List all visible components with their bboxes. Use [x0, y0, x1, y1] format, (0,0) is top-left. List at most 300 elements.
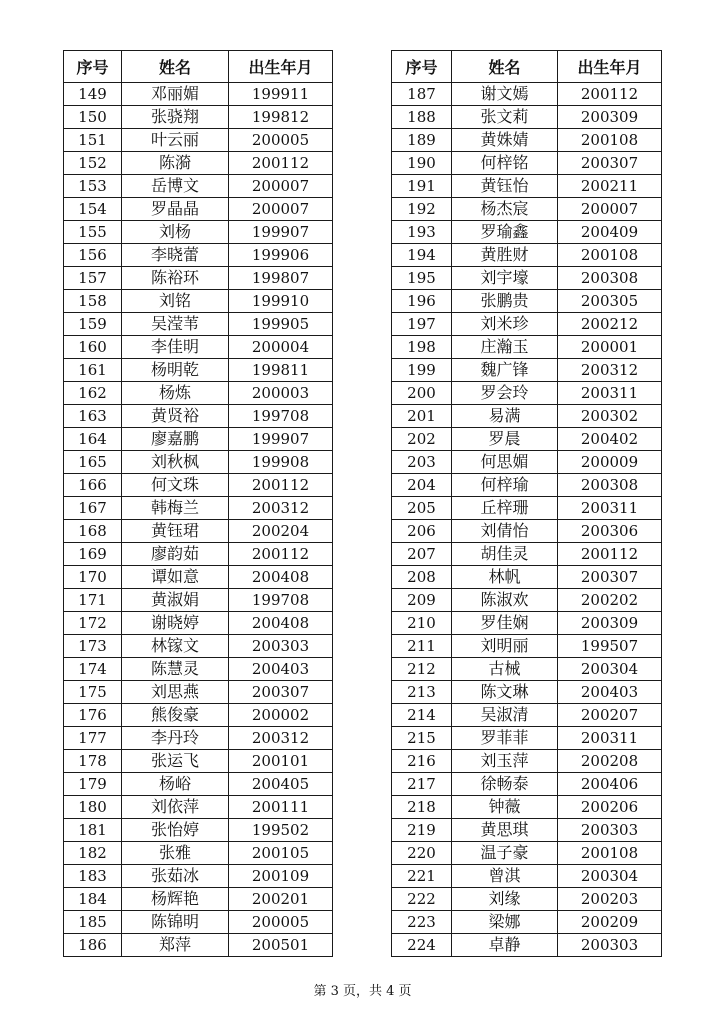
- table-row: [392, 911, 662, 934]
- table-row: [64, 750, 333, 773]
- table-row: [64, 267, 333, 290]
- cell-birth: 200303: [558, 819, 662, 842]
- table-row: [392, 888, 662, 911]
- header-seq: 序号: [64, 51, 122, 83]
- cell-birth: 199907: [229, 221, 333, 244]
- cell-name: 罗晶晶: [122, 198, 229, 221]
- table-row: [392, 543, 662, 566]
- cell-birth: 200211: [558, 175, 662, 198]
- cell-seq: 182: [64, 842, 122, 865]
- cell-seq: 196: [392, 290, 452, 313]
- table-row: [392, 842, 662, 865]
- cell-birth: 200307: [558, 152, 662, 175]
- cell-seq: 158: [64, 290, 122, 313]
- cell-seq: 216: [392, 750, 452, 773]
- cell-birth: 200005: [229, 911, 333, 934]
- cell-seq: 183: [64, 865, 122, 888]
- table-row: [392, 612, 662, 635]
- table-row: [64, 129, 333, 152]
- table-row: [64, 911, 333, 934]
- cell-birth: 200105: [229, 842, 333, 865]
- cell-name: 林帆: [452, 566, 558, 589]
- table-row: [64, 405, 333, 428]
- cell-birth: 200112: [558, 543, 662, 566]
- cell-name: 张怡婷: [122, 819, 229, 842]
- cell-seq: 205: [392, 497, 452, 520]
- cell-name: 刘杨: [122, 221, 229, 244]
- cell-birth: 199812: [229, 106, 333, 129]
- cell-name: 杨辉艳: [122, 888, 229, 911]
- cell-seq: 173: [64, 635, 122, 658]
- cell-birth: 200303: [558, 934, 662, 957]
- table-row: [64, 290, 333, 313]
- cell-birth: 199811: [229, 359, 333, 382]
- cell-name: 易满: [452, 405, 558, 428]
- cell-birth: 200112: [229, 543, 333, 566]
- cell-birth: 199907: [229, 428, 333, 451]
- table-row: [64, 175, 333, 198]
- table-row: [64, 819, 333, 842]
- table-row: [64, 474, 333, 497]
- cell-name: 张运飞: [122, 750, 229, 773]
- cell-seq: 172: [64, 612, 122, 635]
- cell-birth: 200201: [229, 888, 333, 911]
- cell-seq: 157: [64, 267, 122, 290]
- cell-name: 钟薇: [452, 796, 558, 819]
- cell-name: 谭如意: [122, 566, 229, 589]
- table-row: [64, 727, 333, 750]
- cell-birth: 200004: [229, 336, 333, 359]
- cell-name: 谢文嫣: [452, 83, 558, 106]
- cell-name: 林镓文: [122, 635, 229, 658]
- cell-birth: 200403: [229, 658, 333, 681]
- cell-birth: 200206: [558, 796, 662, 819]
- table-row: [64, 658, 333, 681]
- cell-name: 吴淑清: [452, 704, 558, 727]
- cell-birth: 199708: [229, 589, 333, 612]
- cell-birth: 199908: [229, 451, 333, 474]
- cell-seq: 160: [64, 336, 122, 359]
- table-row: [392, 773, 662, 796]
- cell-seq: 186: [64, 934, 122, 957]
- cell-seq: 150: [64, 106, 122, 129]
- table-row: [392, 267, 662, 290]
- cell-name: 黄贤裕: [122, 405, 229, 428]
- cell-name: 陈文琳: [452, 681, 558, 704]
- cell-birth: 200307: [558, 566, 662, 589]
- table-row: [64, 428, 333, 451]
- cell-name: 陈锦明: [122, 911, 229, 934]
- table-row: [392, 796, 662, 819]
- page-footer: 第 3 页，共 4 页: [313, 984, 412, 999]
- header-birth: 出生年月: [558, 51, 662, 83]
- cell-birth: 200303: [229, 635, 333, 658]
- table-row: [392, 152, 662, 175]
- table-row: [392, 313, 662, 336]
- cell-seq: 215: [392, 727, 452, 750]
- table-row: [64, 520, 333, 543]
- table-row: [392, 819, 662, 842]
- cell-name: 刘依萍: [122, 796, 229, 819]
- cell-birth: 200304: [558, 658, 662, 681]
- cell-birth: 200108: [558, 842, 662, 865]
- cell-seq: 219: [392, 819, 452, 842]
- table-row: [392, 451, 662, 474]
- cell-seq: 170: [64, 566, 122, 589]
- cell-name: 曾淇: [452, 865, 558, 888]
- table-row: [64, 842, 333, 865]
- table-row: [392, 428, 662, 451]
- cell-birth: 200302: [558, 405, 662, 428]
- cell-seq: 187: [392, 83, 452, 106]
- cell-seq: 185: [64, 911, 122, 934]
- cell-seq: 204: [392, 474, 452, 497]
- cell-seq: 190: [392, 152, 452, 175]
- cell-name: 梁娜: [452, 911, 558, 934]
- table-row: [392, 635, 662, 658]
- cell-seq: 161: [64, 359, 122, 382]
- cell-birth: 200001: [558, 336, 662, 359]
- cell-name: 吴滢苇: [122, 313, 229, 336]
- roster-table-right: [391, 50, 662, 957]
- cell-birth: 199502: [229, 819, 333, 842]
- cell-name: 李丹玲: [122, 727, 229, 750]
- table-row: [64, 83, 333, 106]
- cell-birth: 200309: [558, 612, 662, 635]
- cell-birth: 200112: [229, 152, 333, 175]
- cell-name: 刘明丽: [452, 635, 558, 658]
- cell-name: 黄思琪: [452, 819, 558, 842]
- cell-seq: 151: [64, 129, 122, 152]
- header-seq: 序号: [392, 51, 452, 83]
- cell-birth: 200306: [558, 520, 662, 543]
- table-row: [392, 658, 662, 681]
- table-header-row: [64, 51, 333, 83]
- cell-seq: 203: [392, 451, 452, 474]
- cell-name: 徐畅泰: [452, 773, 558, 796]
- cell-seq: 222: [392, 888, 452, 911]
- cell-name: 陈漪: [122, 152, 229, 175]
- table-row: [392, 497, 662, 520]
- cell-seq: 176: [64, 704, 122, 727]
- cell-name: 丘梓珊: [452, 497, 558, 520]
- header-birth: 出生年月: [229, 51, 333, 83]
- cell-birth: 200209: [558, 911, 662, 934]
- cell-birth: 200108: [558, 129, 662, 152]
- header-name: 姓名: [452, 51, 558, 83]
- cell-birth: 200309: [558, 106, 662, 129]
- cell-birth: 199507: [558, 635, 662, 658]
- cell-birth: 200003: [229, 382, 333, 405]
- cell-birth: 200304: [558, 865, 662, 888]
- cell-seq: 168: [64, 520, 122, 543]
- cell-name: 罗瑜鑫: [452, 221, 558, 244]
- cell-birth: 200312: [229, 727, 333, 750]
- table-row: [392, 750, 662, 773]
- cell-name: 张雅: [122, 842, 229, 865]
- table-row: [392, 106, 662, 129]
- cell-birth: 200308: [558, 267, 662, 290]
- cell-name: 罗晨: [452, 428, 558, 451]
- cell-name: 罗佳娴: [452, 612, 558, 635]
- cell-birth: 199906: [229, 244, 333, 267]
- cell-seq: 174: [64, 658, 122, 681]
- cell-name: 刘缘: [452, 888, 558, 911]
- cell-seq: 194: [392, 244, 452, 267]
- cell-name: 黄淑娟: [122, 589, 229, 612]
- cell-seq: 198: [392, 336, 452, 359]
- cell-name: 李佳明: [122, 336, 229, 359]
- cell-birth: 200108: [558, 244, 662, 267]
- cell-seq: 223: [392, 911, 452, 934]
- cell-seq: 163: [64, 405, 122, 428]
- table-row: [392, 681, 662, 704]
- cell-birth: 199708: [229, 405, 333, 428]
- cell-name: 黄胜财: [452, 244, 558, 267]
- cell-birth: 199911: [229, 83, 333, 106]
- cell-seq: 221: [392, 865, 452, 888]
- table-row: [392, 474, 662, 497]
- cell-birth: 200212: [558, 313, 662, 336]
- cell-name: 刘宇壕: [452, 267, 558, 290]
- cell-birth: 200311: [558, 727, 662, 750]
- cell-name: 何梓铭: [452, 152, 558, 175]
- cell-seq: 164: [64, 428, 122, 451]
- table-row: [64, 152, 333, 175]
- cell-seq: 189: [392, 129, 452, 152]
- table-row: [64, 773, 333, 796]
- cell-seq: 156: [64, 244, 122, 267]
- cell-birth: 200112: [229, 474, 333, 497]
- table-row: [64, 198, 333, 221]
- cell-name: 刘玉萍: [452, 750, 558, 773]
- cell-seq: 167: [64, 497, 122, 520]
- cell-seq: 211: [392, 635, 452, 658]
- cell-birth: 200408: [229, 566, 333, 589]
- cell-name: 陈裕环: [122, 267, 229, 290]
- table-header-row: [392, 51, 662, 83]
- cell-name: 古械: [452, 658, 558, 681]
- cell-name: 廖韵茹: [122, 543, 229, 566]
- cell-name: 魏广锋: [452, 359, 558, 382]
- table-row: [392, 704, 662, 727]
- cell-seq: 202: [392, 428, 452, 451]
- table-row: [64, 888, 333, 911]
- table-row: [64, 543, 333, 566]
- cell-seq: 188: [392, 106, 452, 129]
- cell-name: 卓静: [452, 934, 558, 957]
- cell-name: 胡佳灵: [452, 543, 558, 566]
- cell-name: 杨杰宸: [452, 198, 558, 221]
- table-row: [64, 359, 333, 382]
- cell-name: 陈淑欢: [452, 589, 558, 612]
- cell-name: 李晓蕾: [122, 244, 229, 267]
- cell-seq: 193: [392, 221, 452, 244]
- cell-seq: 210: [392, 612, 452, 635]
- cell-seq: 208: [392, 566, 452, 589]
- cell-seq: 155: [64, 221, 122, 244]
- table-row: [64, 566, 333, 589]
- table-row: [392, 290, 662, 313]
- table-row: [392, 589, 662, 612]
- table-row: [392, 520, 662, 543]
- cell-name: 庄瀚玉: [452, 336, 558, 359]
- cell-seq: 213: [392, 681, 452, 704]
- cell-birth: 200002: [229, 704, 333, 727]
- cell-birth: 200312: [229, 497, 333, 520]
- cell-name: 熊俊豪: [122, 704, 229, 727]
- cell-birth: 200009: [558, 451, 662, 474]
- cell-birth: 200204: [229, 520, 333, 543]
- table-row: [64, 336, 333, 359]
- cell-birth: 200208: [558, 750, 662, 773]
- cell-seq: 191: [392, 175, 452, 198]
- table-row: [64, 106, 333, 129]
- table-row: [392, 405, 662, 428]
- cell-seq: 199: [392, 359, 452, 382]
- cell-seq: 180: [64, 796, 122, 819]
- cell-name: 廖嘉鹏: [122, 428, 229, 451]
- table-row: [64, 704, 333, 727]
- cell-name: 谢晓婷: [122, 612, 229, 635]
- cell-seq: 207: [392, 543, 452, 566]
- cell-name: 黄钰珺: [122, 520, 229, 543]
- cell-seq: 171: [64, 589, 122, 612]
- cell-seq: 214: [392, 704, 452, 727]
- table-row: [64, 865, 333, 888]
- cell-name: 张骁翔: [122, 106, 229, 129]
- cell-birth: 200111: [229, 796, 333, 819]
- cell-birth: 200207: [558, 704, 662, 727]
- table-row: [392, 129, 662, 152]
- cell-seq: 149: [64, 83, 122, 106]
- cell-seq: 201: [392, 405, 452, 428]
- cell-birth: 200112: [558, 83, 662, 106]
- cell-birth: 200501: [229, 934, 333, 957]
- cell-birth: 199905: [229, 313, 333, 336]
- cell-name: 何思媚: [452, 451, 558, 474]
- table-row: [64, 681, 333, 704]
- cell-seq: 197: [392, 313, 452, 336]
- table-row: [392, 865, 662, 888]
- cell-seq: 181: [64, 819, 122, 842]
- cell-seq: 152: [64, 152, 122, 175]
- cell-birth: 200305: [558, 290, 662, 313]
- table-row: [64, 934, 333, 957]
- cell-birth: 200202: [558, 589, 662, 612]
- table-row: [64, 497, 333, 520]
- cell-birth: 200007: [229, 175, 333, 198]
- cell-birth: 199910: [229, 290, 333, 313]
- cell-name: 刘倩怡: [452, 520, 558, 543]
- table-row: [392, 244, 662, 267]
- cell-birth: 200312: [558, 359, 662, 382]
- cell-seq: 218: [392, 796, 452, 819]
- cell-name: 叶云丽: [122, 129, 229, 152]
- cell-seq: 153: [64, 175, 122, 198]
- cell-birth: 200308: [558, 474, 662, 497]
- cell-seq: 200: [392, 382, 452, 405]
- table-row: [64, 589, 333, 612]
- table-row: [64, 313, 333, 336]
- cell-birth: 200408: [229, 612, 333, 635]
- cell-name: 张文莉: [452, 106, 558, 129]
- table-row: [64, 796, 333, 819]
- cell-birth: 200007: [229, 198, 333, 221]
- table-row: [392, 359, 662, 382]
- cell-birth: 200307: [229, 681, 333, 704]
- cell-name: 韩梅兰: [122, 497, 229, 520]
- cell-birth: 199807: [229, 267, 333, 290]
- cell-name: 罗会玲: [452, 382, 558, 405]
- cell-seq: 217: [392, 773, 452, 796]
- cell-name: 张茹冰: [122, 865, 229, 888]
- cell-name: 邓丽媚: [122, 83, 229, 106]
- cell-name: 何梓瑜: [452, 474, 558, 497]
- cell-seq: 179: [64, 773, 122, 796]
- roster-table-left: [63, 50, 333, 957]
- cell-birth: 200406: [558, 773, 662, 796]
- cell-name: 岳博文: [122, 175, 229, 198]
- cell-birth: 200405: [229, 773, 333, 796]
- cell-birth: 200409: [558, 221, 662, 244]
- table-row: [392, 83, 662, 106]
- cell-birth: 200203: [558, 888, 662, 911]
- header-name: 姓名: [122, 51, 229, 83]
- cell-birth: 200403: [558, 681, 662, 704]
- cell-seq: 162: [64, 382, 122, 405]
- cell-name: 张鹏贵: [452, 290, 558, 313]
- cell-birth: 200109: [229, 865, 333, 888]
- cell-seq: 195: [392, 267, 452, 290]
- cell-seq: 224: [392, 934, 452, 957]
- cell-seq: 192: [392, 198, 452, 221]
- table-row: [392, 382, 662, 405]
- cell-seq: 169: [64, 543, 122, 566]
- cell-seq: 220: [392, 842, 452, 865]
- table-row: [64, 635, 333, 658]
- cell-name: 刘秋枫: [122, 451, 229, 474]
- cell-seq: 165: [64, 451, 122, 474]
- cell-name: 杨峪: [122, 773, 229, 796]
- table-row: [64, 382, 333, 405]
- cell-seq: 154: [64, 198, 122, 221]
- cell-seq: 177: [64, 727, 122, 750]
- cell-name: 黄姝婧: [452, 129, 558, 152]
- cell-seq: 175: [64, 681, 122, 704]
- table-row: [392, 221, 662, 244]
- cell-seq: 166: [64, 474, 122, 497]
- cell-name: 杨明乾: [122, 359, 229, 382]
- table-row: [64, 221, 333, 244]
- cell-birth: 200005: [229, 129, 333, 152]
- cell-seq: 178: [64, 750, 122, 773]
- cell-birth: 200007: [558, 198, 662, 221]
- table-row: [392, 566, 662, 589]
- cell-name: 罗菲菲: [452, 727, 558, 750]
- cell-seq: 212: [392, 658, 452, 681]
- table-row: [392, 175, 662, 198]
- cell-name: 郑萍: [122, 934, 229, 957]
- cell-seq: 184: [64, 888, 122, 911]
- cell-name: 刘思燕: [122, 681, 229, 704]
- cell-name: 刘米珍: [452, 313, 558, 336]
- cell-name: 刘铭: [122, 290, 229, 313]
- cell-seq: 206: [392, 520, 452, 543]
- table-row: [392, 336, 662, 359]
- cell-name: 陈慧灵: [122, 658, 229, 681]
- table-row: [392, 727, 662, 750]
